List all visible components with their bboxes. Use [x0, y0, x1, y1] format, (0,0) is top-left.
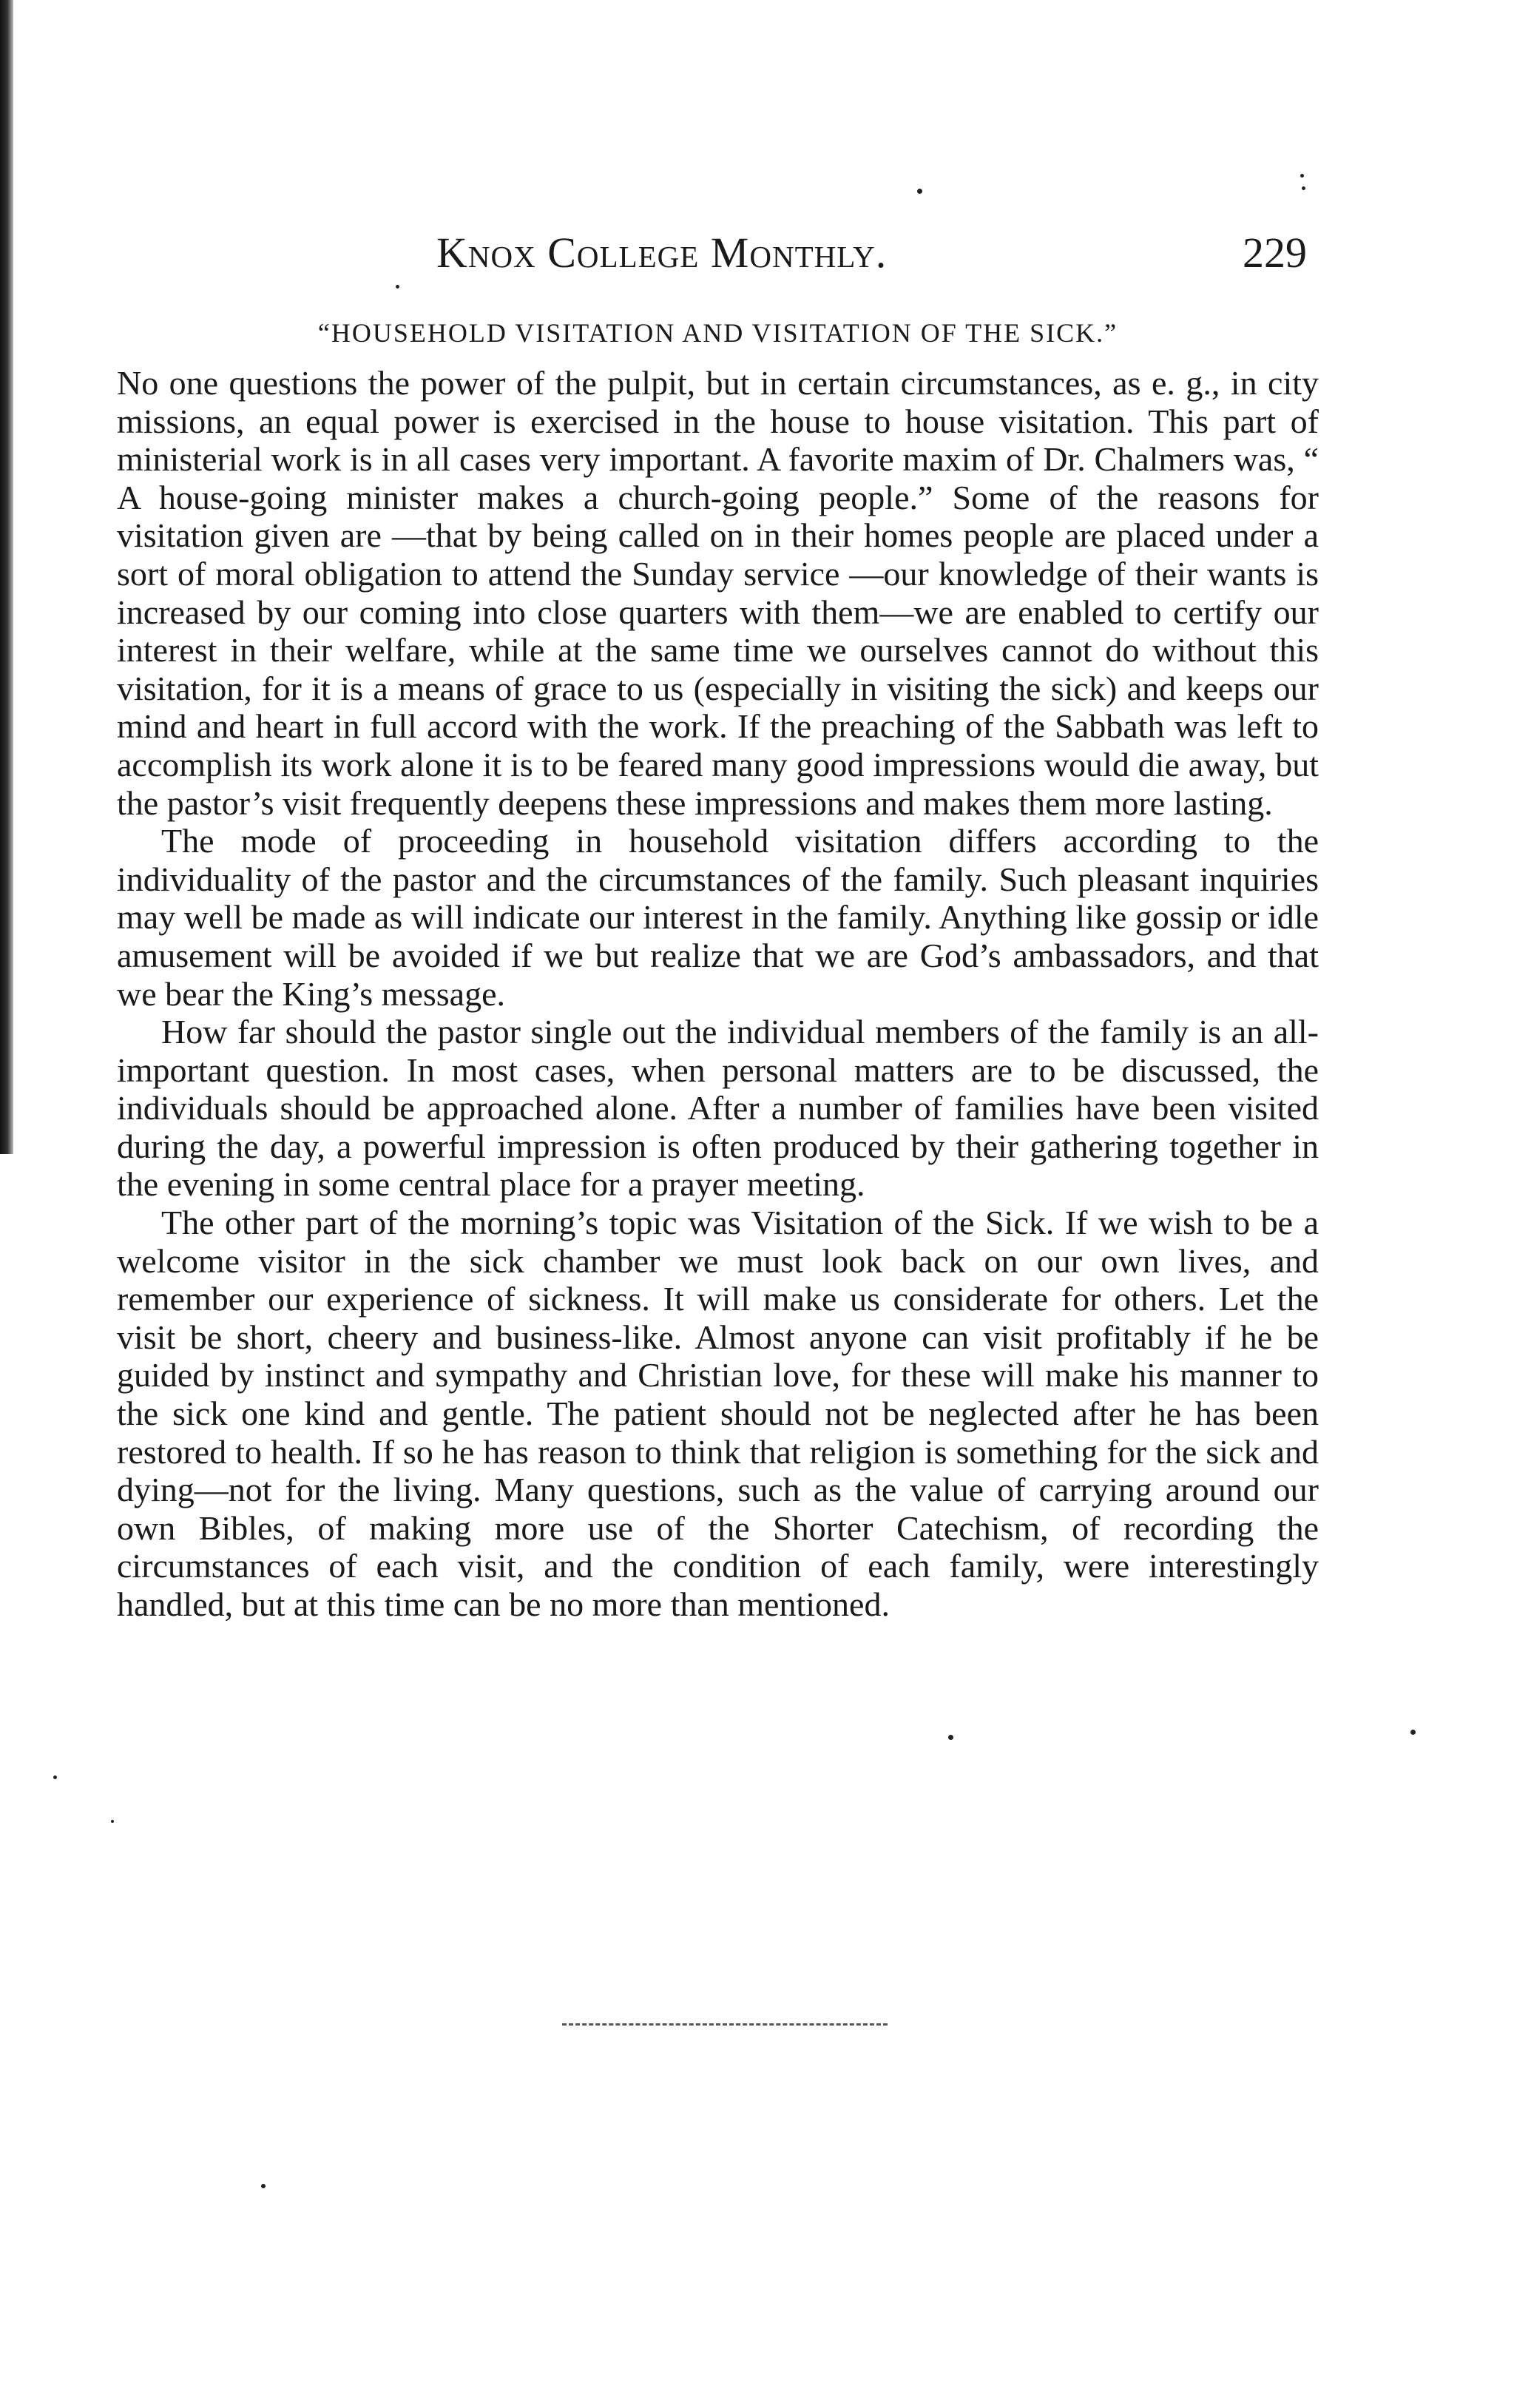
running-head [0, 222, 1514, 289]
ink-speck [917, 189, 922, 194]
paragraph-4: The other part of the morning’s topic was Visitation of the Sick. If we wish to be a welcome visitor in the sick chamber we must look back on our own lives, and remember our experience of sickness. It will make us considerate for others. Let the visit be short, cheery and business-like. Almost anyone can visit profitably if he be guided by instinct and sympathy and Christian love, for these will make his manner to the sick one kind and gentle. The patient should not be neglected after he has been restored to health. If so he has reason to think that religion is something for the sick and dying—not for the living. Many questions, such as the value of carrying around our own Bibles, of making more use of the Shorter Catechism, of recording the circumstances of each visit, and the condition of each family, were interestingly handled, but at this time can be no more than mentioned. [117, 1204, 1319, 1623]
ink-speck [396, 285, 399, 289]
page-binding-edge [0, 0, 13, 1154]
ink-speck [1300, 174, 1304, 178]
journal-title: Knox College Monthly. [436, 229, 888, 277]
article-title: “HOUSEHOLD VISITATION AND VISITATION OF THE SICK.” [317, 318, 1118, 348]
ink-speck [948, 1735, 953, 1740]
ink-speck [261, 2184, 266, 2188]
paragraph-2: The mode of proceeding in household visitation differs according to the individuality of the pastor and the circumstances of the family. Such pleasant inquiries may well be made as will indicate our interest in the family. Anything like gossip or idle amusement will be avoided if we but realize that we are God’s ambassadors, and that we bear the King’s message. [117, 822, 1319, 1013]
paragraph-3: How far should the pastor single out the individual members of the family is an all-important question. In most cases, when personal matters are to be discussed, the individuals should be approached alone. After a number of families have been visited during the day, a powerful impression is often produced by their gathering together in the evening in some central place for a prayer meeting. [117, 1013, 1319, 1204]
ink-speck [53, 1775, 57, 1779]
article-body [117, 311, 1319, 1624]
paragraph-1: No one questions the power of the pulpit, but in certain circumstances, as e. g., in city missions, an equal power is exercised in the house to house visitation. This part of ministerial work is in all cases very important. A favorite maxim of Dr. Chalmers was, “ A house-going minister makes a church-going people.” Some of the reasons for visitation given are —that by being called on in their homes people are placed under a sort of moral obligation to attend the Sunday service —our knowledge of their wants is increased by our coming into close quarters with them—we are enabled to certify our interest in their welfare, while at the same time we ourselves cannot do without this visitation, for it is a means of grace to us (especially in visiting the sick) and keeps our mind and heart in full accord with the work. If the preaching of the Sabbath was left to accomplish its work alone it is to be feared many good impressions would die away, but the pastor’s visit frequently deepens these impressions and makes them more lasting. [117, 364, 1319, 822]
ink-speck [1302, 186, 1305, 190]
ink-speck [1410, 1730, 1416, 1735]
end-rule [562, 2023, 888, 2026]
ink-speck [111, 1820, 114, 1823]
page-number: 229 [1243, 229, 1307, 277]
